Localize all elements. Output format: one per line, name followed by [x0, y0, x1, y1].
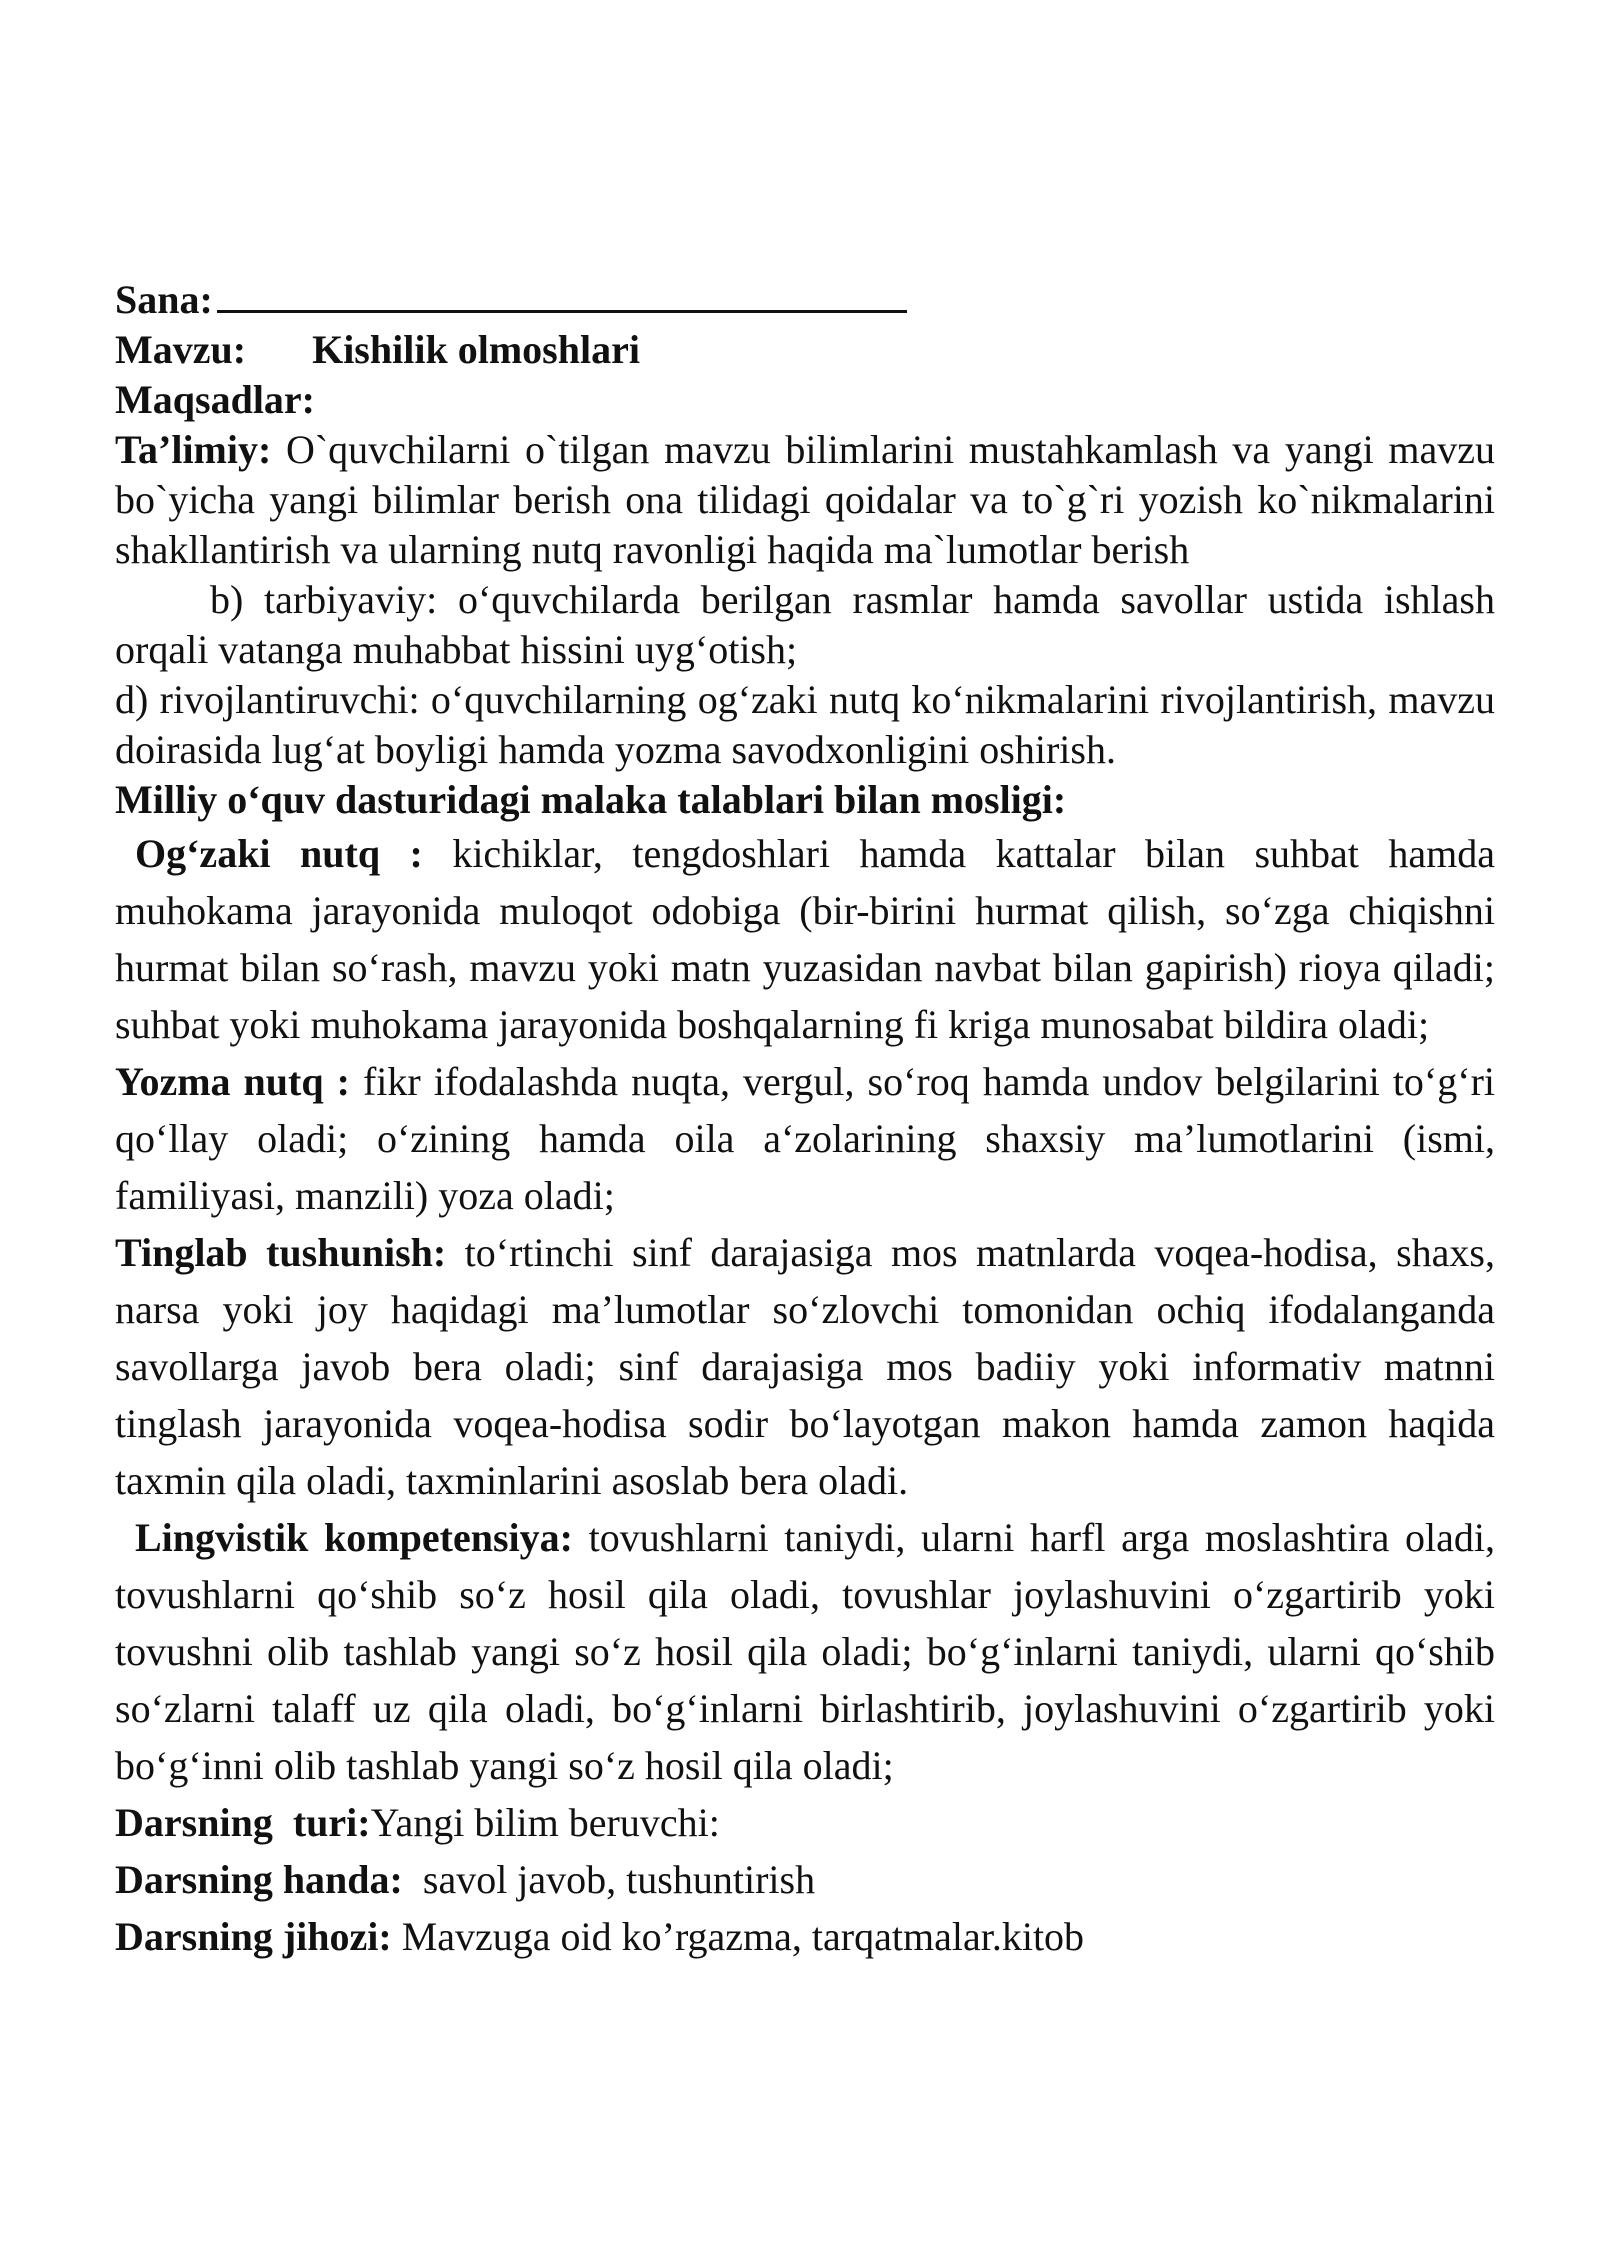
- oral-speech-text: kichiklar, tengdoshlari hamda kattalar bilan suhbat hamda muhokama jarayonida muloqot odobiga (bir-birini hurmat qilish, so‘zga chiqishni hurmat bilan so‘rash, mavzu yoki matn yuzasidan navbat bilan gapirish) rioya qiladi; suhbat yoki muhokama jarayonida boshqalarning fi kriga munosabat bildira oladi;: [115, 831, 1495, 1047]
- upbringing-goal: [115, 575, 1495, 675]
- listening-label: Tinglab tushunish:: [115, 1230, 447, 1275]
- linguistic-paragraph: [115, 1509, 1495, 1794]
- educational-goal: [115, 425, 1495, 575]
- written-speech-text: fikr ifodalashda nuqta, vergul, so‘roq hamda undov belgilarini to‘g‘ri qo‘llay oladi; o‘zining hamda oila a‘zolarining shaxsiy ma’lumotlarini (ismi, familiyasi, manzili) yoza oladi;: [115, 1059, 1496, 1218]
- listening-paragraph: [115, 1224, 1495, 1509]
- developmental-text: d) rivojlantiruvchi: o‘quvchilarning og‘zaki nutq ko‘nikmalarini rivojlantirish, mavzu doirasida lug‘at boyligi hamda yozma savodxonligini oshirish.: [115, 677, 1495, 772]
- linguistic-label: Lingvistik kompetensiya:: [135, 1515, 573, 1560]
- educational-label: Ta’limiy:: [115, 427, 272, 472]
- goals-heading: Maqsadlar:: [115, 377, 315, 422]
- upbringing-text: b) tarbiyaviy: o‘quvchilarda berilgan rasmlar hamda savollar ustida ishlash orqali vatanga muhabbat hissini uyg‘otish;: [115, 577, 1495, 672]
- date-row: [115, 270, 1495, 325]
- lesson-equipment-row: [115, 1908, 1495, 1965]
- lesson-method-label: Darsning handa:: [115, 1857, 403, 1902]
- lesson-equipment-value: Mavzuga oid ko’rgazma, tarqatmalar.kitob: [391, 1914, 1085, 1959]
- written-speech-paragraph: [115, 1053, 1495, 1224]
- lesson-equipment-label: Darsning jihozi:: [115, 1914, 392, 1959]
- written-speech-label: Yozma nutq :: [115, 1059, 350, 1104]
- topic-label: Mavzu:: [115, 327, 247, 372]
- standards-title: Milliy o‘quv dasturidagi malaka talablari bilan mosligi:: [115, 777, 1067, 822]
- listening-text: to‘rtinchi sinf darajasiga mos matnlarda voqea-hodisa, shaxs, narsa yoki joy haqidagi ma’lumotlar so‘zlovchi tomonidan ochiq ifodalanganda savollarga javob bera oladi; sinf darajasiga mos badiiy yoki informativ matnni tinglash jarayonida voqea-hodisa sodir bo‘layotgan makon hamda zamon haqida taxmin qila oladi, taxminlarini asoslab bera oladi.: [115, 1230, 1495, 1503]
- lesson-method-row: [115, 1851, 1495, 1908]
- date-blank-line: [217, 270, 907, 313]
- linguistic-text: tovushlarni taniydi, ularni harfl arga moslashtira oladi, tovushlarni qo‘shib so‘z hosil qila oladi, tovushlar joylashuvini o‘zgartirib yoki tovushni olib tashlab yangi so‘z hosil qila oladi; bo‘g‘inlarni taniydi, ularni qo‘shib so‘zlarni talaff uz qila oladi, bo‘g‘inlarni birlashtirib, joylashuvini o‘zgartirib yoki bo‘g‘inni olib tashlab yangi so‘z hosil qila oladi;: [115, 1515, 1495, 1788]
- developmental-goal: [115, 675, 1495, 775]
- lesson-type-row: [115, 1794, 1495, 1851]
- date-label: Sana:: [115, 277, 213, 322]
- educational-text: O`quvchilarni o`tilgan mavzu bilimlarini mustahkamlash va yangi mavzu bo`yicha yangi bilimlar berish ona tilidagi qoidalar va to`g`ri yozish ko`nikmalarini shakllantirish va ularning nutq ravonligi haqida ma`lumotlar berish: [115, 427, 1495, 572]
- topic-value: Kishilik olmoshlari: [312, 327, 640, 372]
- lesson-type-label: Darsning turi:: [115, 1800, 371, 1845]
- document-page: [115, 270, 1495, 1965]
- topic-row: [115, 325, 1495, 375]
- lesson-type-value: Yangi bilim beruvchi:: [370, 1800, 720, 1845]
- oral-speech-paragraph: [115, 825, 1495, 1053]
- lesson-method-value: savol javob, tushuntirish: [402, 1857, 816, 1902]
- oral-speech-label: Og‘zaki nutq :: [135, 831, 423, 876]
